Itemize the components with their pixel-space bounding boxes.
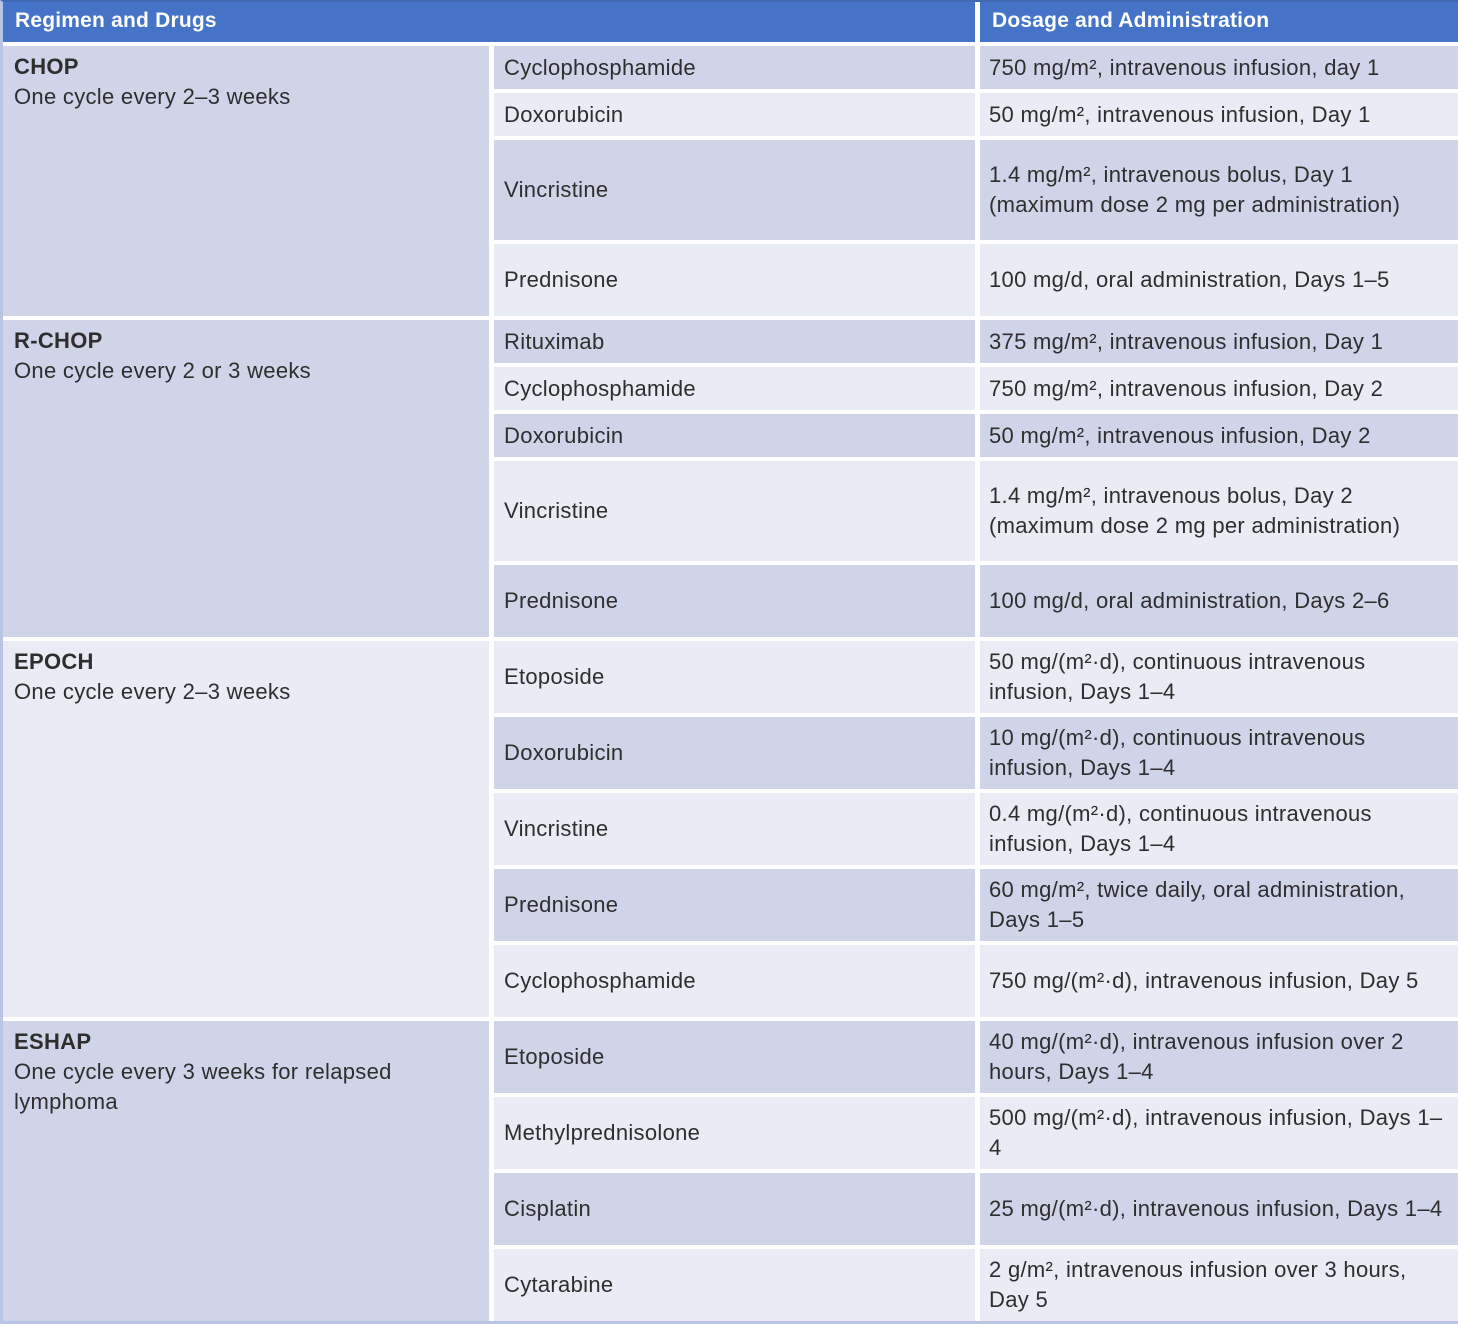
drug-cell: Doxorubicin [489, 89, 975, 136]
dosage-cell: 10 mg/(m²·d), continuous intravenous infusion, Days 1–4 [975, 713, 1458, 789]
drug-cell: Vincristine [489, 136, 975, 240]
dosage-cell: 100 mg/d, oral administration, Days 2–6 [975, 561, 1458, 637]
drug-cell: Prednisone [489, 561, 975, 637]
drug-cell: Cyclophosphamide [489, 42, 975, 89]
drug-cell: Cytarabine [489, 1245, 975, 1321]
drug-cell: Prednisone [489, 865, 975, 941]
drug-cell: Prednisone [489, 240, 975, 316]
table-row [3, 316, 1458, 363]
regimen-schedule: One cycle every 2 or 3 weeks [14, 358, 311, 383]
regimen-section [3, 316, 1458, 637]
regimen-cell [3, 42, 489, 316]
dosage-cell: 50 mg/m², intravenous infusion, Day 2 [975, 410, 1458, 457]
drug-cell: Etoposide [489, 637, 975, 713]
regimen-section [3, 42, 1458, 316]
regimen-name: R-CHOP [14, 328, 103, 353]
regimen-name: ESHAP [14, 1029, 92, 1054]
drug-cell: Cisplatin [489, 1169, 975, 1245]
regimen-section [3, 637, 1458, 1017]
drug-cell: Methylprednisolone [489, 1093, 975, 1169]
dosage-cell: 0.4 mg/(m²·d), continuous intravenous infusion, Days 1–4 [975, 789, 1458, 865]
regimen-cell [3, 316, 489, 637]
regimen-cell [3, 637, 489, 1017]
dosage-cell: 750 mg/m², intravenous infusion, Day 2 [975, 363, 1458, 410]
regimen-header-cell: Regimen and Drugs [3, 2, 975, 42]
dosage-cell: 60 mg/m², twice daily, oral administration, Days 1–5 [975, 865, 1458, 941]
regimen-schedule: One cycle every 3 weeks for relapsed lymphoma [14, 1059, 392, 1114]
dosage-cell: 1.4 mg/m², intravenous bolus, Day 2 (maximum dose 2 mg per administration) [975, 457, 1458, 561]
drug-cell: Vincristine [489, 789, 975, 865]
regimen-cell [3, 1017, 489, 1321]
dosage-cell: 40 mg/(m²·d), intravenous infusion over 2 hours, Days 1–4 [975, 1017, 1458, 1093]
table-header [3, 2, 1458, 42]
dosage-cell: 750 mg/m², intravenous infusion, day 1 [975, 42, 1458, 89]
dosage-cell: 750 mg/(m²·d), intravenous infusion, Day 5 [975, 941, 1458, 1017]
drug-cell: Cyclophosphamide [489, 941, 975, 1017]
dosage-header-cell: Dosage and Administration [975, 2, 1458, 42]
table-header-row [3, 2, 1458, 42]
dosage-cell: 100 mg/d, oral administration, Days 1–5 [975, 240, 1458, 316]
regimen-name: CHOP [14, 54, 79, 79]
regimen-section [3, 1017, 1458, 1321]
dosage-cell: 375 mg/m², intravenous infusion, Day 1 [975, 316, 1458, 363]
regimen-schedule: One cycle every 2–3 weeks [14, 679, 291, 704]
drug-cell: Cyclophosphamide [489, 363, 975, 410]
drug-cell: Vincristine [489, 457, 975, 561]
table-row [3, 637, 1458, 713]
drug-cell: Doxorubicin [489, 713, 975, 789]
dosage-cell: 500 mg/(m²·d), intravenous infusion, Days 1–4 [975, 1093, 1458, 1169]
dosage-cell: 50 mg/m², intravenous infusion, Day 1 [975, 89, 1458, 136]
dosage-cell: 50 mg/(m²·d), continuous intravenous infusion, Days 1–4 [975, 637, 1458, 713]
dosage-cell: 1.4 mg/m², intravenous bolus, Day 1 (maximum dose 2 mg per administration) [975, 136, 1458, 240]
drug-cell: Rituximab [489, 316, 975, 363]
dosage-cell: 25 mg/(m²·d), intravenous infusion, Days 1–4 [975, 1169, 1458, 1245]
drug-cell: Doxorubicin [489, 410, 975, 457]
drug-cell: Etoposide [489, 1017, 975, 1093]
table-row [3, 1017, 1458, 1093]
regimen-name: EPOCH [14, 649, 94, 674]
dosage-cell: 2 g/m², intravenous infusion over 3 hours, Day 5 [975, 1245, 1458, 1321]
regimen-schedule: One cycle every 2–3 weeks [14, 84, 291, 109]
table-row [3, 42, 1458, 89]
